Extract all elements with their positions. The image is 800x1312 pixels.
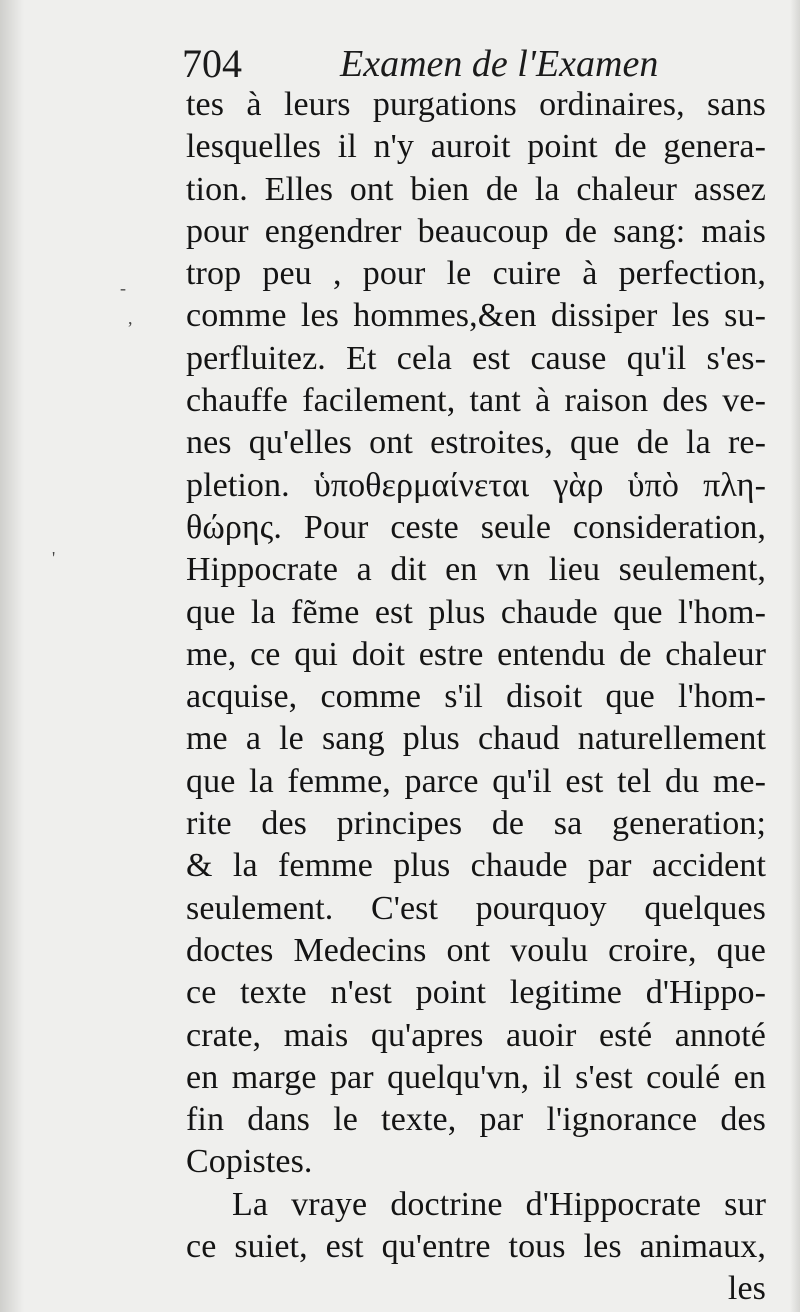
- text-line: doctes Medecins ont voulu croire, que: [186, 931, 766, 969]
- text-line: seulement. C'est pourquoy quelques: [186, 889, 766, 927]
- text-line: θώρης. Pour ceste seule consideration,: [186, 508, 766, 546]
- text-line: pour engendrer beaucoup de sang: mais: [186, 212, 766, 250]
- margin-mark: ,: [128, 308, 133, 328]
- text-line: fin dans le texte, par l'ignorance des: [186, 1101, 766, 1139]
- text-line: trop peu , pour le cuire à perfection,: [186, 255, 766, 293]
- text-line: rite des principes de sa generation;: [186, 805, 766, 843]
- page-edge: [790, 0, 800, 1312]
- text-line: Copistes.: [186, 1143, 313, 1181]
- text-line: ce texte n'est point legitime d'Hippo-: [186, 974, 766, 1012]
- text-line: chauffe facilement, tant à raison des ve-: [186, 382, 766, 420]
- text-line: lesquelles il n'y auroit point de genera-: [186, 128, 766, 166]
- text-line: nes qu'elles ont estroites, que de la re-: [186, 424, 766, 462]
- page-number: 704: [182, 41, 242, 86]
- text-line: en marge par quelqu'vn, il s'est coulé en: [186, 1058, 766, 1096]
- text-line: & la femme plus chaude par accident: [186, 847, 766, 885]
- margin-mark: ': [52, 548, 56, 568]
- text-line: acquise, comme s'il disoit que l'hom-: [186, 678, 766, 716]
- text-line: me, ce qui doit estre entendu de chaleur: [186, 635, 766, 673]
- text-line: tion. Elles ont bien de la chaleur assez: [186, 170, 766, 208]
- body-text: [186, 84, 766, 1311]
- text-line: ce suiet, est qu'entre tous les animaux,: [186, 1228, 766, 1266]
- text-line: me a le sang plus chaud naturellement: [186, 720, 766, 758]
- text-line: que la femme, parce qu'il est tel du me-: [186, 762, 766, 800]
- margin-mark: -: [120, 278, 126, 298]
- paragraph-start-line: La vraye doctrine d'Hippocrate sur: [232, 1185, 766, 1223]
- text-line: pletion. ὑποθερμαίνεται γὰρ ὑπὸ πλη-: [186, 466, 766, 504]
- text-line: perfluitez. Et cela est cause qu'il s'es-: [186, 339, 766, 377]
- running-title: Examen de l'Examen: [340, 43, 659, 85]
- text-line: Hippocrate a dit en vn lieu seulement,: [186, 551, 766, 589]
- text-line: crate, mais qu'apres auoir esté annoté: [186, 1016, 766, 1054]
- catchword: les: [727, 1270, 766, 1308]
- text-line: que la fẽme est plus chaude que l'hom-: [186, 593, 766, 631]
- text-line: tes à leurs purgations ordinaires, sans: [186, 86, 766, 123]
- text-line: comme les hommes,&en dissiper les su-: [186, 297, 766, 335]
- binding-shadow: [0, 0, 24, 1312]
